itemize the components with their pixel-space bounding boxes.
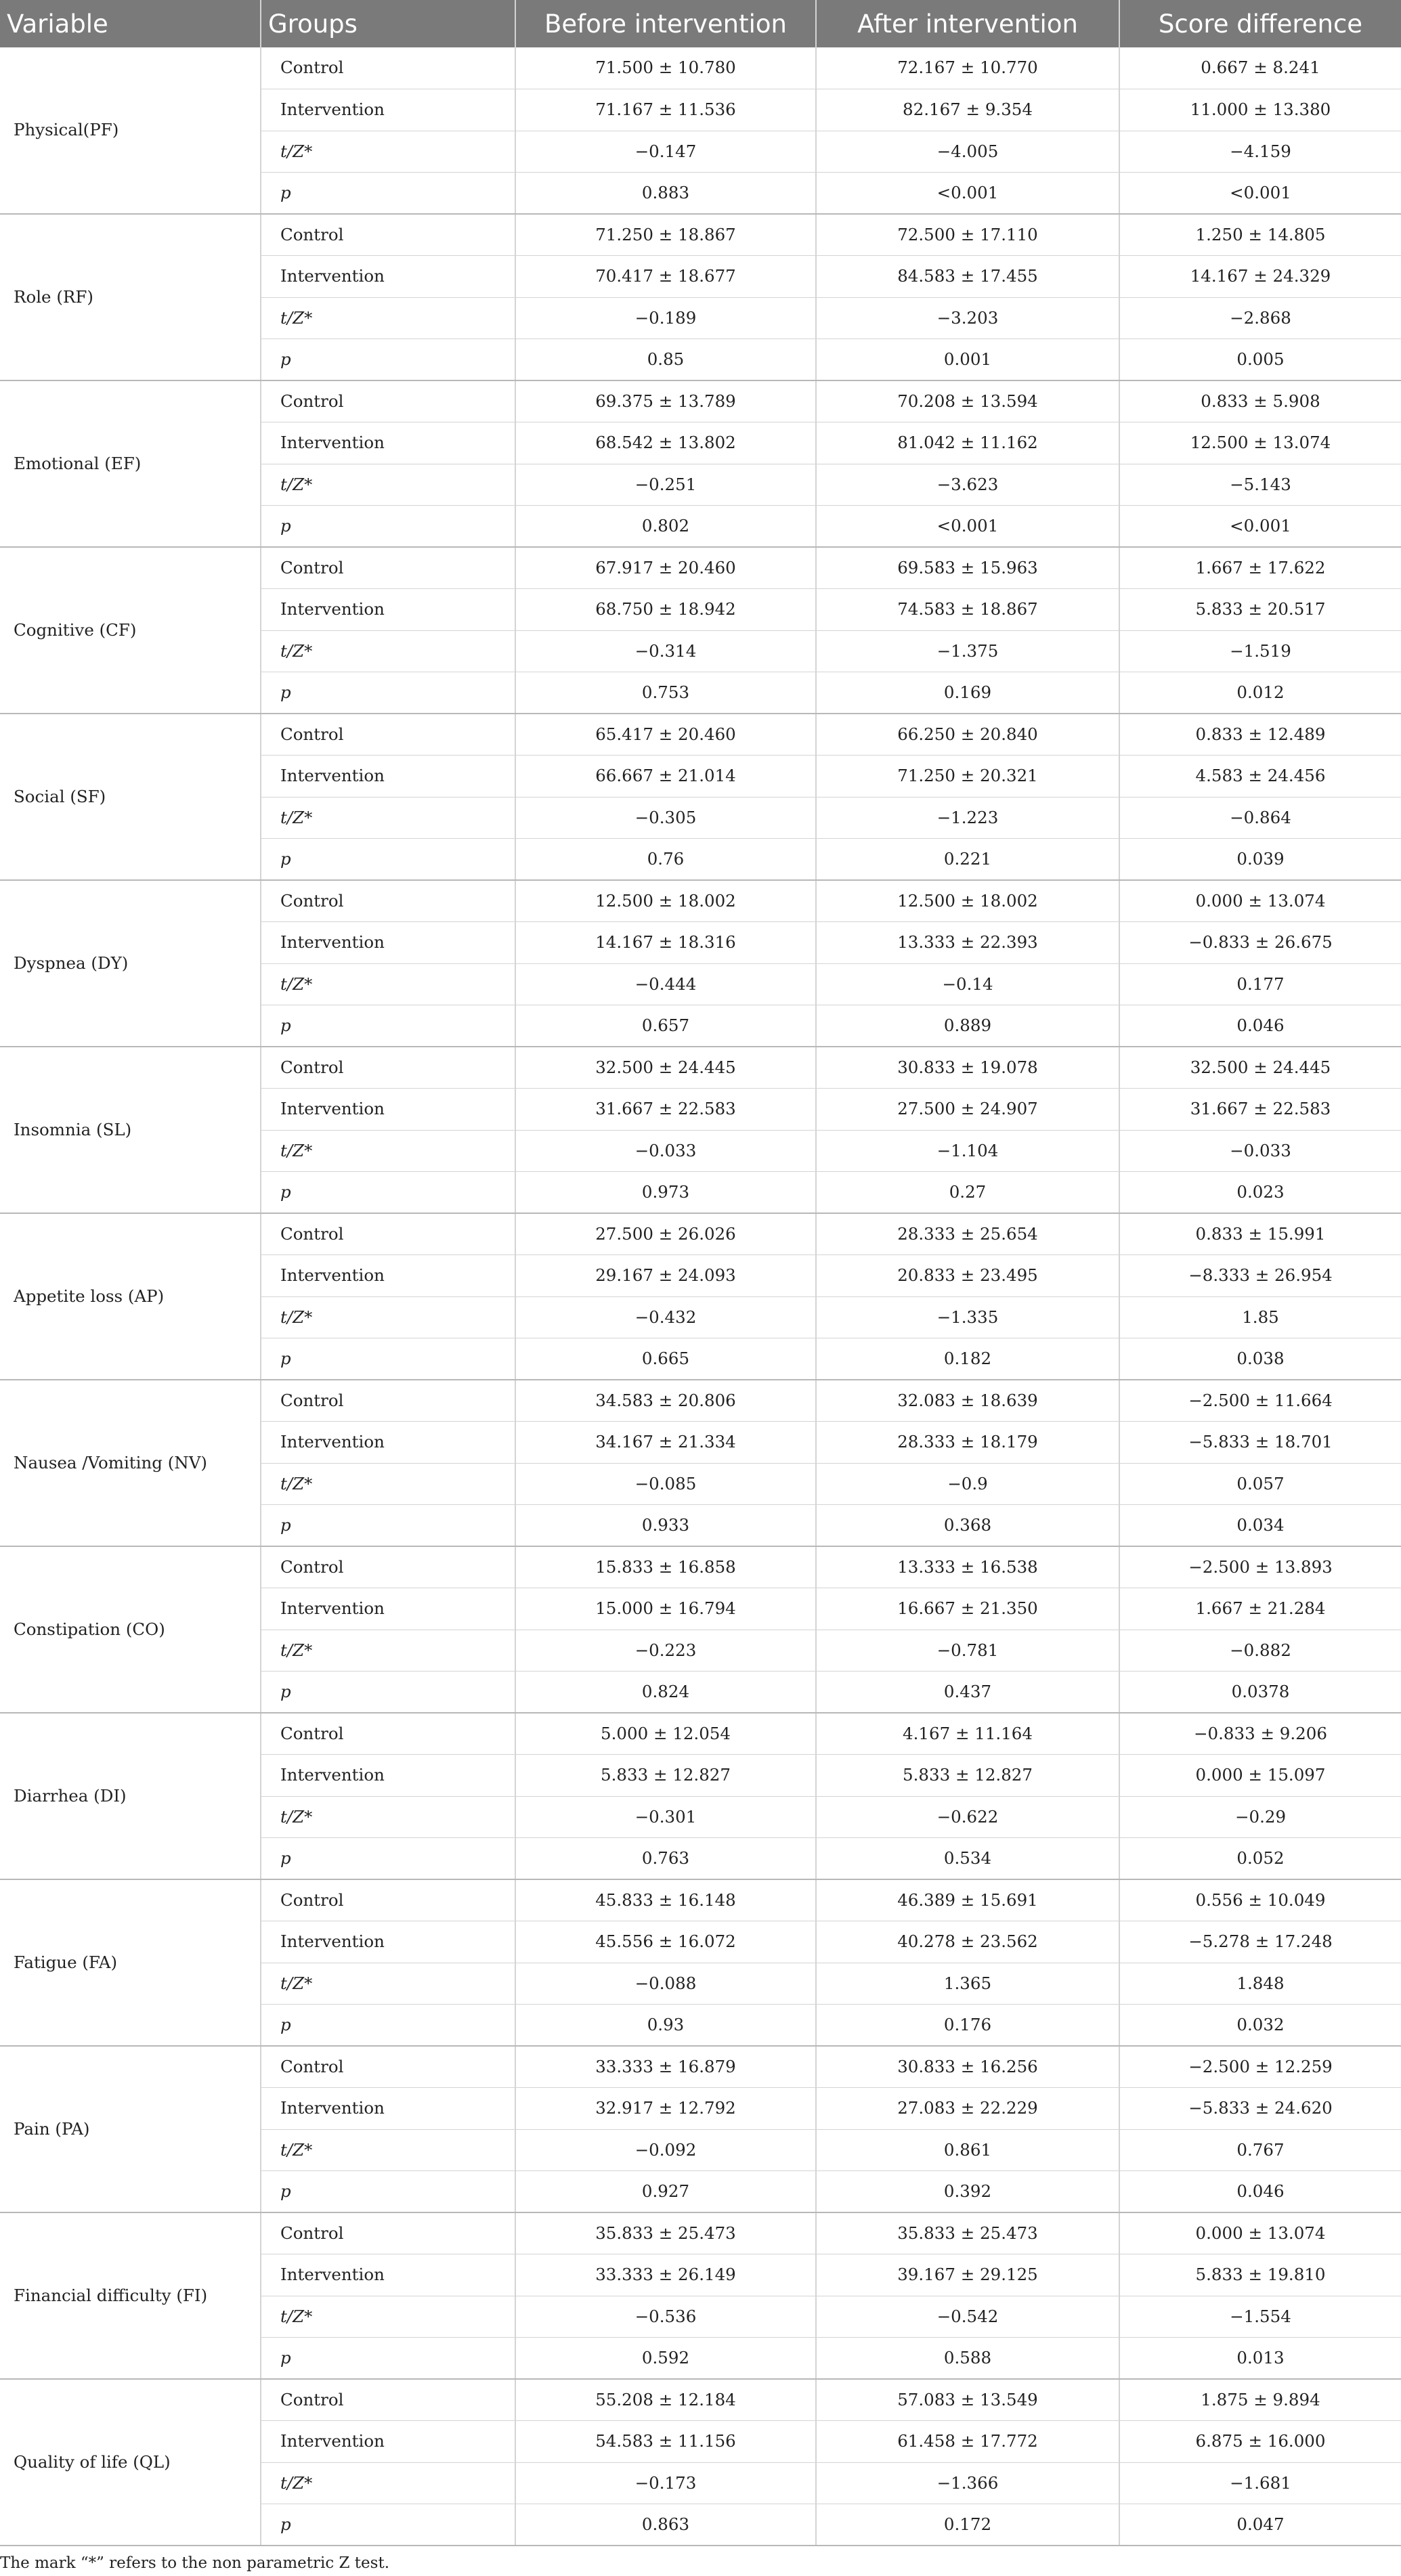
after-value: −1.104 <box>816 1130 1119 1172</box>
after-value: −0.542 <box>816 2296 1119 2338</box>
before-value: −0.033 <box>515 1130 816 1172</box>
header-variable: Variable <box>0 0 261 47</box>
difference-value: 0.047 <box>1119 2504 1401 2546</box>
difference-value: −0.864 <box>1119 797 1401 839</box>
after-value: 61.458 ± 17.772 <box>816 2421 1119 2463</box>
table-footnote: The mark “*” refers to the non parametric Z test. <box>0 2554 390 2572</box>
before-value: −0.444 <box>515 963 816 1005</box>
after-value: 0.169 <box>816 672 1119 714</box>
difference-value: 0.046 <box>1119 2171 1401 2213</box>
after-value: −0.622 <box>816 1796 1119 1838</box>
group-label: p <box>261 173 515 215</box>
header-before-intervention: Before intervention <box>515 0 816 47</box>
after-value: 28.333 ± 18.179 <box>816 1422 1119 1464</box>
group-label: Intervention <box>261 1089 515 1131</box>
difference-value: 1.667 ± 21.284 <box>1119 1588 1401 1630</box>
table-row-control <box>0 47 1401 89</box>
before-value: 14.167 ± 18.316 <box>515 922 816 964</box>
group-label: t/Z* <box>261 2462 515 2504</box>
group-label: t/Z* <box>261 1630 515 1672</box>
before-value: −0.314 <box>515 630 816 672</box>
group-label: p <box>261 339 515 381</box>
before-value: 69.375 ± 13.789 <box>515 380 816 422</box>
group-label: Control <box>261 547 515 589</box>
after-value: 30.833 ± 16.256 <box>816 2046 1119 2088</box>
after-value: 0.392 <box>816 2171 1119 2213</box>
before-value: −0.092 <box>515 2129 816 2171</box>
difference-value: 0.046 <box>1119 1005 1401 1047</box>
before-value: 71.250 ± 18.867 <box>515 214 816 256</box>
before-value: 31.667 ± 22.583 <box>515 1089 816 1131</box>
after-value: 46.389 ± 15.691 <box>816 1879 1119 1921</box>
after-value: 27.500 ± 24.907 <box>816 1089 1119 1131</box>
after-value: −3.623 <box>816 464 1119 506</box>
group-label: t/Z* <box>261 464 515 506</box>
difference-value: 0.000 ± 15.097 <box>1119 1755 1401 1797</box>
header-row <box>0 0 1401 47</box>
before-value: 34.167 ± 21.334 <box>515 1422 816 1464</box>
before-value: 65.417 ± 20.460 <box>515 714 816 756</box>
before-value: 0.973 <box>515 1172 816 1214</box>
before-value: 32.917 ± 12.792 <box>515 2088 816 2130</box>
after-value: −0.781 <box>816 1630 1119 1672</box>
difference-value: 0.667 ± 8.241 <box>1119 47 1401 89</box>
difference-value: 12.500 ± 13.074 <box>1119 422 1401 464</box>
table-row-control <box>0 547 1401 589</box>
after-value: 32.083 ± 18.639 <box>816 1380 1119 1422</box>
difference-value: −0.833 ± 9.206 <box>1119 1713 1401 1755</box>
group-label: t/Z* <box>261 1296 515 1338</box>
before-value: 0.933 <box>515 1505 816 1547</box>
group-label: Intervention <box>261 422 515 464</box>
group-label: Intervention <box>261 2088 515 2130</box>
group-label: Intervention <box>261 2254 515 2296</box>
variable-name: Emotional (EF) <box>0 380 261 547</box>
after-value: 57.083 ± 13.549 <box>816 2379 1119 2421</box>
before-value: 12.500 ± 18.002 <box>515 880 816 922</box>
table-row-control <box>0 1213 1401 1255</box>
difference-value: −1.519 <box>1119 630 1401 672</box>
difference-value: −1.681 <box>1119 2462 1401 2504</box>
variable-name: Fatigue (FA) <box>0 1879 261 2046</box>
difference-value: 14.167 ± 24.329 <box>1119 256 1401 298</box>
after-value: 12.500 ± 18.002 <box>816 880 1119 922</box>
after-value: 13.333 ± 16.538 <box>816 1546 1119 1588</box>
header-groups: Groups <box>261 0 515 47</box>
difference-value: 0.005 <box>1119 339 1401 381</box>
difference-value: 5.833 ± 19.810 <box>1119 2254 1401 2296</box>
group-label: p <box>261 2005 515 2047</box>
before-value: 0.863 <box>515 2504 816 2546</box>
after-value: 0.861 <box>816 2129 1119 2171</box>
group-label: p <box>261 506 515 548</box>
difference-value: 32.500 ± 24.445 <box>1119 1047 1401 1089</box>
group-label: p <box>261 1838 515 1880</box>
variable-name: Constipation (CO) <box>0 1546 261 1713</box>
before-value: 34.583 ± 20.806 <box>515 1380 816 1422</box>
after-value: 66.250 ± 20.840 <box>816 714 1119 756</box>
before-value: 0.657 <box>515 1005 816 1047</box>
group-label: Control <box>261 1380 515 1422</box>
after-value: 0.437 <box>816 1672 1119 1713</box>
before-value: 0.93 <box>515 2005 816 2047</box>
group-label: t/Z* <box>261 963 515 1005</box>
group-label: Control <box>261 1047 515 1089</box>
before-value: 5.833 ± 12.827 <box>515 1755 816 1797</box>
variable-name: Financial difficulty (FI) <box>0 2212 261 2379</box>
table-row-control <box>0 2379 1401 2421</box>
difference-value: <0.001 <box>1119 173 1401 215</box>
difference-value: 0.012 <box>1119 672 1401 714</box>
after-value: 5.833 ± 12.827 <box>816 1755 1119 1797</box>
difference-value: 0.032 <box>1119 2005 1401 2047</box>
difference-value: 0.833 ± 12.489 <box>1119 714 1401 756</box>
before-value: 27.500 ± 26.026 <box>515 1213 816 1255</box>
group-label: t/Z* <box>261 1463 515 1505</box>
before-value: −0.223 <box>515 1630 816 1672</box>
after-value: 0.588 <box>816 2338 1119 2380</box>
group-label: p <box>261 1338 515 1380</box>
after-value: −0.9 <box>816 1463 1119 1505</box>
group-label: t/Z* <box>261 630 515 672</box>
group-label: p <box>261 2171 515 2213</box>
after-value: 0.889 <box>816 1005 1119 1047</box>
after-value: 20.833 ± 23.495 <box>816 1255 1119 1297</box>
table-row-control <box>0 380 1401 422</box>
difference-value: 0.039 <box>1119 839 1401 881</box>
difference-value: <0.001 <box>1119 506 1401 548</box>
table-row-control <box>0 214 1401 256</box>
group-label: Intervention <box>261 1255 515 1297</box>
difference-value: −5.278 ± 17.248 <box>1119 1921 1401 1963</box>
group-label: Control <box>261 380 515 422</box>
before-value: −0.301 <box>515 1796 816 1838</box>
before-value: −0.147 <box>515 131 816 173</box>
before-value: 55.208 ± 12.184 <box>515 2379 816 2421</box>
after-value: 13.333 ± 22.393 <box>816 922 1119 964</box>
group-label: Intervention <box>261 1588 515 1630</box>
group-label: Intervention <box>261 922 515 964</box>
difference-value: 31.667 ± 22.583 <box>1119 1089 1401 1131</box>
before-value: 0.763 <box>515 1838 816 1880</box>
header-after-intervention: After intervention <box>816 0 1119 47</box>
before-value: 0.76 <box>515 839 816 881</box>
group-label: Intervention <box>261 756 515 798</box>
group-label: Control <box>261 880 515 922</box>
table-row-control <box>0 1047 1401 1089</box>
before-value: 0.824 <box>515 1672 816 1713</box>
difference-value: 0.833 ± 15.991 <box>1119 1213 1401 1255</box>
table-row-control <box>0 1879 1401 1921</box>
after-value: 39.167 ± 29.125 <box>816 2254 1119 2296</box>
group-label: t/Z* <box>261 131 515 173</box>
group-label: t/Z* <box>261 797 515 839</box>
difference-value: −5.833 ± 24.620 <box>1119 2088 1401 2130</box>
group-label: t/Z* <box>261 297 515 339</box>
group-label: Intervention <box>261 589 515 631</box>
before-value: 33.333 ± 16.879 <box>515 2046 816 2088</box>
after-value: 0.368 <box>816 1505 1119 1547</box>
before-value: 33.333 ± 26.149 <box>515 2254 816 2296</box>
before-value: 0.592 <box>515 2338 816 2380</box>
difference-value: −0.29 <box>1119 1796 1401 1838</box>
difference-value: 1.875 ± 9.894 <box>1119 2379 1401 2421</box>
variable-name: Cognitive (CF) <box>0 547 261 714</box>
table-row-control <box>0 2212 1401 2254</box>
group-label: p <box>261 2338 515 2380</box>
group-label: Control <box>261 1713 515 1755</box>
after-value: −4.005 <box>816 131 1119 173</box>
group-label: Control <box>261 714 515 756</box>
after-value: 72.167 ± 10.770 <box>816 47 1119 89</box>
after-value: 82.167 ± 9.354 <box>816 89 1119 131</box>
before-value: 35.833 ± 25.473 <box>515 2212 816 2254</box>
before-value: 45.556 ± 16.072 <box>515 1921 816 1963</box>
group-label: p <box>261 1672 515 1713</box>
after-value: 1.365 <box>816 1963 1119 2005</box>
group-label: t/Z* <box>261 2296 515 2338</box>
after-value: −0.14 <box>816 963 1119 1005</box>
group-label: t/Z* <box>261 1130 515 1172</box>
difference-value: 1.85 <box>1119 1296 1401 1338</box>
difference-value: 0.034 <box>1119 1505 1401 1547</box>
difference-value: 0.556 ± 10.049 <box>1119 1879 1401 1921</box>
before-value: 0.802 <box>515 506 816 548</box>
after-value: 0.176 <box>816 2005 1119 2047</box>
before-value: −0.432 <box>515 1296 816 1338</box>
before-value: −0.305 <box>515 797 816 839</box>
after-value: −1.223 <box>816 797 1119 839</box>
difference-value: 5.833 ± 20.517 <box>1119 589 1401 631</box>
group-label: Control <box>261 214 515 256</box>
before-value: −0.536 <box>515 2296 816 2338</box>
after-value: 0.221 <box>816 839 1119 881</box>
before-value: 0.665 <box>515 1338 816 1380</box>
difference-value: −2.868 <box>1119 297 1401 339</box>
header-score-difference: Score difference <box>1119 0 1401 47</box>
before-value: 54.583 ± 11.156 <box>515 2421 816 2463</box>
after-value: 69.583 ± 15.963 <box>816 547 1119 589</box>
difference-value: −0.833 ± 26.675 <box>1119 922 1401 964</box>
after-value: −1.335 <box>816 1296 1119 1338</box>
difference-value: 1.250 ± 14.805 <box>1119 214 1401 256</box>
difference-value: −2.500 ± 11.664 <box>1119 1380 1401 1422</box>
after-value: 74.583 ± 18.867 <box>816 589 1119 631</box>
after-value: <0.001 <box>816 173 1119 215</box>
before-value: 32.500 ± 24.445 <box>515 1047 816 1089</box>
before-value: 45.833 ± 16.148 <box>515 1879 816 1921</box>
difference-value: −0.882 <box>1119 1630 1401 1672</box>
variable-name: Appetite loss (AP) <box>0 1213 261 1380</box>
group-label: t/Z* <box>261 1963 515 2005</box>
variable-name: Nausea /Vomiting (NV) <box>0 1380 261 1546</box>
difference-value: −1.554 <box>1119 2296 1401 2338</box>
table-row-control <box>0 880 1401 922</box>
group-label: p <box>261 2504 515 2546</box>
group-label: t/Z* <box>261 2129 515 2171</box>
before-value: 67.917 ± 20.460 <box>515 547 816 589</box>
difference-value: −0.033 <box>1119 1130 1401 1172</box>
table-row-control <box>0 1546 1401 1588</box>
after-value: 0.172 <box>816 2504 1119 2546</box>
variable-name: Role (RF) <box>0 214 261 380</box>
difference-value: −4.159 <box>1119 131 1401 173</box>
before-value: −0.088 <box>515 1963 816 2005</box>
after-value: 0.27 <box>816 1172 1119 1214</box>
difference-value: 0.013 <box>1119 2338 1401 2380</box>
after-value: 0.534 <box>816 1838 1119 1880</box>
before-value: −0.173 <box>515 2462 816 2504</box>
before-value: 0.927 <box>515 2171 816 2213</box>
variable-name: Social (SF) <box>0 714 261 880</box>
difference-value: −5.143 <box>1119 464 1401 506</box>
before-value: 0.85 <box>515 339 816 381</box>
after-value: −1.375 <box>816 630 1119 672</box>
after-value: 4.167 ± 11.164 <box>816 1713 1119 1755</box>
after-value: 72.500 ± 17.110 <box>816 214 1119 256</box>
group-label: t/Z* <box>261 1796 515 1838</box>
before-value: −0.251 <box>515 464 816 506</box>
table-row-control <box>0 2046 1401 2088</box>
variable-name: Dyspnea (DY) <box>0 880 261 1047</box>
difference-value: −5.833 ± 18.701 <box>1119 1422 1401 1464</box>
group-label: Control <box>261 1879 515 1921</box>
difference-value: 0.052 <box>1119 1838 1401 1880</box>
difference-value: 0.0378 <box>1119 1672 1401 1713</box>
before-value: 66.667 ± 21.014 <box>515 756 816 798</box>
group-label: p <box>261 839 515 881</box>
difference-value: 0.177 <box>1119 963 1401 1005</box>
difference-value: 0.833 ± 5.908 <box>1119 380 1401 422</box>
after-value: 28.333 ± 25.654 <box>816 1213 1119 1255</box>
before-value: 70.417 ± 18.677 <box>515 256 816 298</box>
group-label: Control <box>261 2212 515 2254</box>
before-value: −0.085 <box>515 1463 816 1505</box>
group-label: Intervention <box>261 2421 515 2463</box>
group-label: Control <box>261 47 515 89</box>
difference-value: −2.500 ± 13.893 <box>1119 1546 1401 1588</box>
after-value: −1.366 <box>816 2462 1119 2504</box>
table-row-control <box>0 1713 1401 1755</box>
before-value: 71.167 ± 11.536 <box>515 89 816 131</box>
group-label: p <box>261 1005 515 1047</box>
variable-name: Pain (PA) <box>0 2046 261 2212</box>
table-body <box>0 47 1401 2546</box>
group-label: Intervention <box>261 1921 515 1963</box>
after-value: 27.083 ± 22.229 <box>816 2088 1119 2130</box>
group-label: p <box>261 1505 515 1547</box>
difference-value: 6.875 ± 16.000 <box>1119 2421 1401 2463</box>
variable-name: Quality of life (QL) <box>0 2379 261 2546</box>
after-value: <0.001 <box>816 506 1119 548</box>
after-value: 0.182 <box>816 1338 1119 1380</box>
before-value: 71.500 ± 10.780 <box>515 47 816 89</box>
after-value: 70.208 ± 13.594 <box>816 380 1119 422</box>
after-value: 71.250 ± 20.321 <box>816 756 1119 798</box>
difference-value: −2.500 ± 12.259 <box>1119 2046 1401 2088</box>
difference-value: 1.848 <box>1119 1963 1401 2005</box>
group-label: Intervention <box>261 89 515 131</box>
variable-name: Diarrhea (DI) <box>0 1713 261 1879</box>
difference-value: 0.057 <box>1119 1463 1401 1505</box>
group-label: Control <box>261 2046 515 2088</box>
difference-value: −8.333 ± 26.954 <box>1119 1255 1401 1297</box>
after-value: 40.278 ± 23.562 <box>816 1921 1119 1963</box>
difference-value: 1.667 ± 17.622 <box>1119 547 1401 589</box>
variable-name: Insomnia (SL) <box>0 1047 261 1213</box>
difference-value: 0.023 <box>1119 1172 1401 1214</box>
difference-value: 0.038 <box>1119 1338 1401 1380</box>
difference-value: 0.000 ± 13.074 <box>1119 880 1401 922</box>
variable-name: Physical(PF) <box>0 47 261 214</box>
after-value: 30.833 ± 19.078 <box>816 1047 1119 1089</box>
after-value: 81.042 ± 11.162 <box>816 422 1119 464</box>
before-value: 0.883 <box>515 173 816 215</box>
group-label: p <box>261 1172 515 1214</box>
group-label: Control <box>261 1546 515 1588</box>
after-value: −3.203 <box>816 297 1119 339</box>
before-value: 0.753 <box>515 672 816 714</box>
group-label: Control <box>261 1213 515 1255</box>
before-value: 68.542 ± 13.802 <box>515 422 816 464</box>
table-row-control <box>0 1380 1401 1422</box>
after-value: 16.667 ± 21.350 <box>816 1588 1119 1630</box>
group-label: Intervention <box>261 1755 515 1797</box>
difference-value: 11.000 ± 13.380 <box>1119 89 1401 131</box>
before-value: 15.000 ± 16.794 <box>515 1588 816 1630</box>
after-value: 84.583 ± 17.455 <box>816 256 1119 298</box>
before-value: −0.189 <box>515 297 816 339</box>
group-label: Control <box>261 2379 515 2421</box>
before-value: 68.750 ± 18.942 <box>515 589 816 631</box>
table-row-control <box>0 714 1401 756</box>
after-value: 35.833 ± 25.473 <box>816 2212 1119 2254</box>
group-label: Intervention <box>261 1422 515 1464</box>
difference-value: 0.000 ± 13.074 <box>1119 2212 1401 2254</box>
group-label: p <box>261 672 515 714</box>
difference-value: 0.767 <box>1119 2129 1401 2171</box>
before-value: 15.833 ± 16.858 <box>515 1546 816 1588</box>
after-value: 0.001 <box>816 339 1119 381</box>
group-label: Intervention <box>261 256 515 298</box>
difference-value: 4.583 ± 24.456 <box>1119 756 1401 798</box>
before-value: 29.167 ± 24.093 <box>515 1255 816 1297</box>
before-value: 5.000 ± 12.054 <box>515 1713 816 1755</box>
